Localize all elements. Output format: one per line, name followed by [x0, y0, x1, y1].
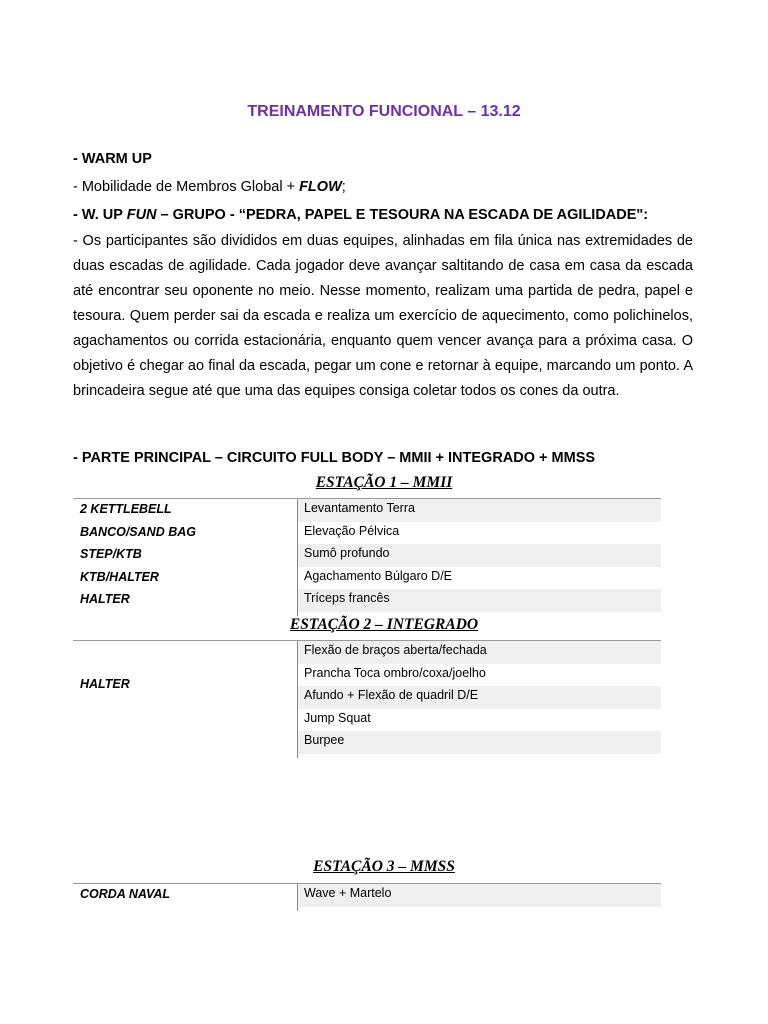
station-1-table: [73, 498, 661, 612]
wup-fun-heading-emph: FUN: [126, 207, 157, 223]
page-title: TREINAMENTO FUNCIONAL – 13.12: [247, 103, 521, 120]
exercise-cell: Sumô profundo: [304, 546, 390, 561]
table-row: [73, 731, 661, 754]
station-3-table: [73, 883, 661, 907]
equipment-cell: KTB/HALTER: [80, 569, 159, 584]
table-row: [73, 884, 661, 907]
equipment-cell: BANCO/SAND BAG: [80, 524, 196, 539]
station-3-title: ESTAÇÃO 3 – MMSS: [313, 858, 455, 875]
warmup-line-text: - Mobilidade de Membros Global +: [73, 179, 300, 195]
exercise-cell: Prancha Toca ombro/coxa/joelho: [304, 665, 486, 680]
equipment-cell: STEP/KTB: [80, 547, 142, 562]
table-row: [73, 589, 661, 612]
table-row: [73, 686, 661, 709]
equipment-cell: HALTER: [80, 592, 130, 607]
table-row: [73, 664, 661, 687]
station-2-title: ESTAÇÃO 2 – INTEGRADO: [289, 616, 479, 633]
warmup-line-suffix: ;: [341, 179, 346, 195]
table-row: [73, 544, 661, 567]
exercise-cell: Jump Squat: [304, 710, 371, 725]
exercise-cell: Wave + Martelo: [304, 886, 392, 900]
equipment-cell: 2 KETTLEBELL: [80, 502, 172, 516]
exercise-cell: Tríceps francês: [304, 591, 390, 606]
exercise-cell: Agachamento Búlgaro D/E: [304, 568, 453, 583]
exercise-cell: Burpee: [304, 733, 345, 748]
exercise-cell: Levantamento Terra: [304, 501, 415, 515]
wup-fun-body: - Os participantes são divididos em duas equipes, alinhadas em fila única nas extremidades de duas escadas de agilidade. Cada jogador deve avançar saltitando de casa em casa da escada até encontrar seu oponente no meio. Nesse momento, realizam uma partida de pedra, papel e tesoura. Quem perder sai da escada e realiza um exercício de aquecimento, como polichinelos, agachamentos ou corrida estacionária, enquanto quem vencer avança para a próxima casa. O objetivo é chegar ao final da escada, pegar um cone e retornar à equipe, marcando um ponto. A brincadeira segue até que uma das equipes consiga coletar todos os cones da outra.: [73, 233, 693, 399]
exercise-cell: Elevação Pélvica: [304, 523, 400, 538]
exercise-cell: Afundo + Flexão de quadril D/E: [304, 688, 479, 703]
main-part-heading: - PARTE PRINCIPAL – CIRCUITO FULL BODY – MMII + INTEGRADO + MMSS: [73, 450, 596, 466]
wup-fun-heading: [73, 203, 693, 228]
wup-fun-heading-suffix: – GRUPO - “PEDRA, PAPEL E TESOURA NA ESCADA DE AGILIDADE":: [156, 207, 649, 223]
station-1-title: ESTAÇÃO 1 – MMII: [315, 474, 453, 491]
exercise-cell: Flexão de braços aberta/fechada: [304, 643, 487, 657]
table-row: [73, 522, 661, 545]
table-row: [73, 499, 661, 522]
station-2-table: [73, 640, 661, 754]
equipment-cell: HALTER: [80, 677, 130, 691]
table-row: [73, 567, 661, 590]
wup-fun-heading-prefix: - W. UP: [73, 207, 127, 223]
table-row: [73, 641, 661, 664]
table-row: [73, 709, 661, 732]
warmup-line: [73, 175, 693, 200]
warmup-heading: - WARM UP: [73, 151, 152, 167]
equipment-cell: CORDA NAVAL: [80, 887, 171, 901]
warmup-line-emph: FLOW: [299, 179, 342, 195]
